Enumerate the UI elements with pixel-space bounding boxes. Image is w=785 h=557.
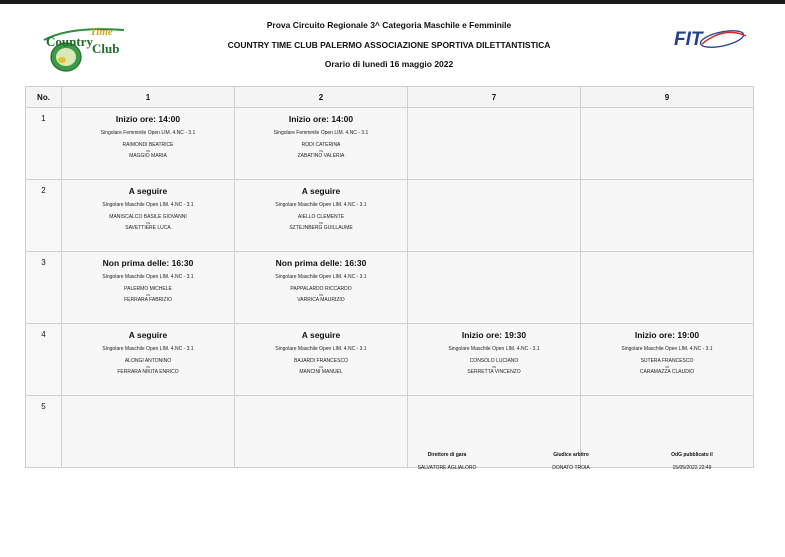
match-cell (581, 324, 754, 396)
footer-referee (516, 452, 626, 472)
referee-value: DONATO TROIA (552, 465, 590, 471)
published-label: OdG pubblicato il (671, 452, 713, 458)
match-cell (62, 180, 235, 252)
match-time: Inizio ore: 19:00 (634, 330, 700, 340)
match-cell (62, 108, 235, 180)
table-row (26, 180, 754, 252)
match-time: A seguire (128, 186, 168, 196)
referee-label: Giudice arbitro (553, 452, 589, 458)
tournament-title: Prova Circuito Regionale 3^ Categoria Maschile e Femminile (266, 20, 512, 30)
table-header-row (26, 87, 754, 108)
schedule-table (25, 86, 754, 468)
player-one: ALONGI ANTONINO (124, 358, 172, 364)
match-cell (581, 180, 754, 252)
footer-published (637, 452, 747, 472)
player-two: CARAMAZZA CLAUDIO (639, 369, 695, 375)
player-two: SAVETTIERE LUCA (125, 225, 171, 231)
match-cell (408, 324, 581, 396)
match-time: Inizio ore: 14:00 (288, 114, 354, 124)
match-event: Singolare Maschile Open LIM. 4.NC - 3.1 (275, 346, 367, 352)
column-header-court: 1 (62, 87, 235, 108)
versus-label: vs (146, 292, 150, 297)
match-event: Singolare Maschile Open LIM. 4.NC - 3.1 (102, 202, 194, 208)
table-row (26, 324, 754, 396)
match-cell (581, 108, 754, 180)
player-two: MAGGIO MARIA (129, 153, 167, 159)
match-event: Singolare Maschile Open LIM. 4.NC - 3.1 (448, 346, 540, 352)
match-time: Inizio ore: 19:30 (461, 330, 527, 340)
match-time: A seguire (301, 186, 341, 196)
versus-label: vs (665, 364, 669, 369)
versus-label: vs (319, 148, 323, 153)
match-cell (235, 396, 408, 468)
player-one: CONSOLO LUCIANO (469, 358, 519, 364)
match-event: Singolare Maschile Open LIM. 4.NC - 3.1 (275, 274, 367, 280)
player-two: SZTEJNBERG GUILLAUME (289, 225, 353, 231)
player-two: SERRETTA VINCENZO (467, 369, 521, 375)
footer-director (392, 452, 502, 472)
country-time-club-logo (40, 20, 130, 76)
logo-word-country: Country (46, 34, 93, 49)
row-number: 4 (26, 324, 62, 396)
player-two: FERRARA NIKITA ENRICO (117, 369, 179, 375)
match-cell (235, 108, 408, 180)
table-row (26, 252, 754, 324)
match-event: Singolare Maschile Open LIM. 4.NC - 3.1 (102, 346, 194, 352)
column-header-court: 9 (581, 87, 754, 108)
column-header-no: No. (26, 87, 62, 108)
player-one: MANISCALCO BASILE GIOVANNI (109, 214, 187, 220)
match-cell (62, 252, 235, 324)
versus-label: vs (146, 364, 150, 369)
player-one: PAPPALARDO RICCARDO (290, 286, 352, 292)
row-number: 3 (26, 252, 62, 324)
top-border (0, 0, 785, 4)
published-value: 15/05/2022 22:49 (672, 465, 712, 471)
match-time: Non prima delle: 16:30 (102, 258, 194, 268)
versus-label: vs (146, 148, 150, 153)
match-event: Singolare Maschile Open LIM. 4.NC - 3.1 (621, 346, 713, 352)
director-value: SALVATORE AGLIALORO (417, 465, 477, 471)
player-one: BAJARDI FRANCESCO (294, 358, 348, 364)
match-time: Non prima delle: 16:30 (275, 258, 367, 268)
player-one: RODI CATERINA (301, 142, 341, 148)
match-cell (408, 108, 581, 180)
row-number: 2 (26, 180, 62, 252)
fit-logo-text: FIT (674, 29, 703, 50)
document-header (160, 20, 618, 70)
player-two: ZABATINO VALERIA (297, 153, 345, 159)
player-two: FERRARA FABRIZIO (124, 297, 172, 303)
logo-word-club: Club (92, 41, 120, 56)
match-cell (235, 324, 408, 396)
versus-label: vs (319, 220, 323, 225)
column-header-court: 7 (408, 87, 581, 108)
match-cell (408, 180, 581, 252)
player-one: PALERMO MICHELE (124, 286, 172, 292)
match-event: Singolare Maschile Open LIM. 4.NC - 3.1 (275, 202, 367, 208)
player-two: VARRICA MAURIZIO (297, 297, 345, 303)
schedule-date: Orario di lunedì 16 maggio 2022 (324, 59, 454, 69)
match-cell (62, 324, 235, 396)
logo-word-time: Time (90, 26, 113, 38)
player-one: SUTERA FRANCESCO (640, 358, 694, 364)
match-event: Singolare Femminile Open LIM. 4.NC - 3.1 (100, 130, 196, 136)
match-time: A seguire (301, 330, 341, 340)
club-name: COUNTRY TIME CLUB PALERMO ASSOCIAZIONE SPORTIVA DILETTANTISTICA (227, 40, 551, 50)
match-cell (235, 180, 408, 252)
match-cell (235, 252, 408, 324)
table-row (26, 108, 754, 180)
row-number: 5 (26, 396, 62, 468)
director-label: Direttore di gara (427, 452, 467, 458)
player-one: AIELLO CLEMENTE (297, 214, 345, 220)
versus-label: vs (492, 364, 496, 369)
match-cell (62, 396, 235, 468)
versus-label: vs (319, 364, 323, 369)
player-one: RAIMONDI BEATRICE (122, 142, 174, 148)
match-time: Inizio ore: 14:00 (115, 114, 181, 124)
match-time: A seguire (128, 330, 168, 340)
match-event: Singolare Maschile Open LIM. 4.NC - 3.1 (102, 274, 194, 280)
match-cell (408, 252, 581, 324)
match-event: Singolare Femminile Open LIM. 4.NC - 3.1 (273, 130, 369, 136)
column-header-court: 2 (235, 87, 408, 108)
match-cell (581, 252, 754, 324)
player-two: MANCINI MANUEL (299, 369, 343, 375)
versus-label: vs (146, 220, 150, 225)
row-number: 1 (26, 108, 62, 180)
fit-logo (672, 24, 748, 52)
versus-label: vs (319, 292, 323, 297)
